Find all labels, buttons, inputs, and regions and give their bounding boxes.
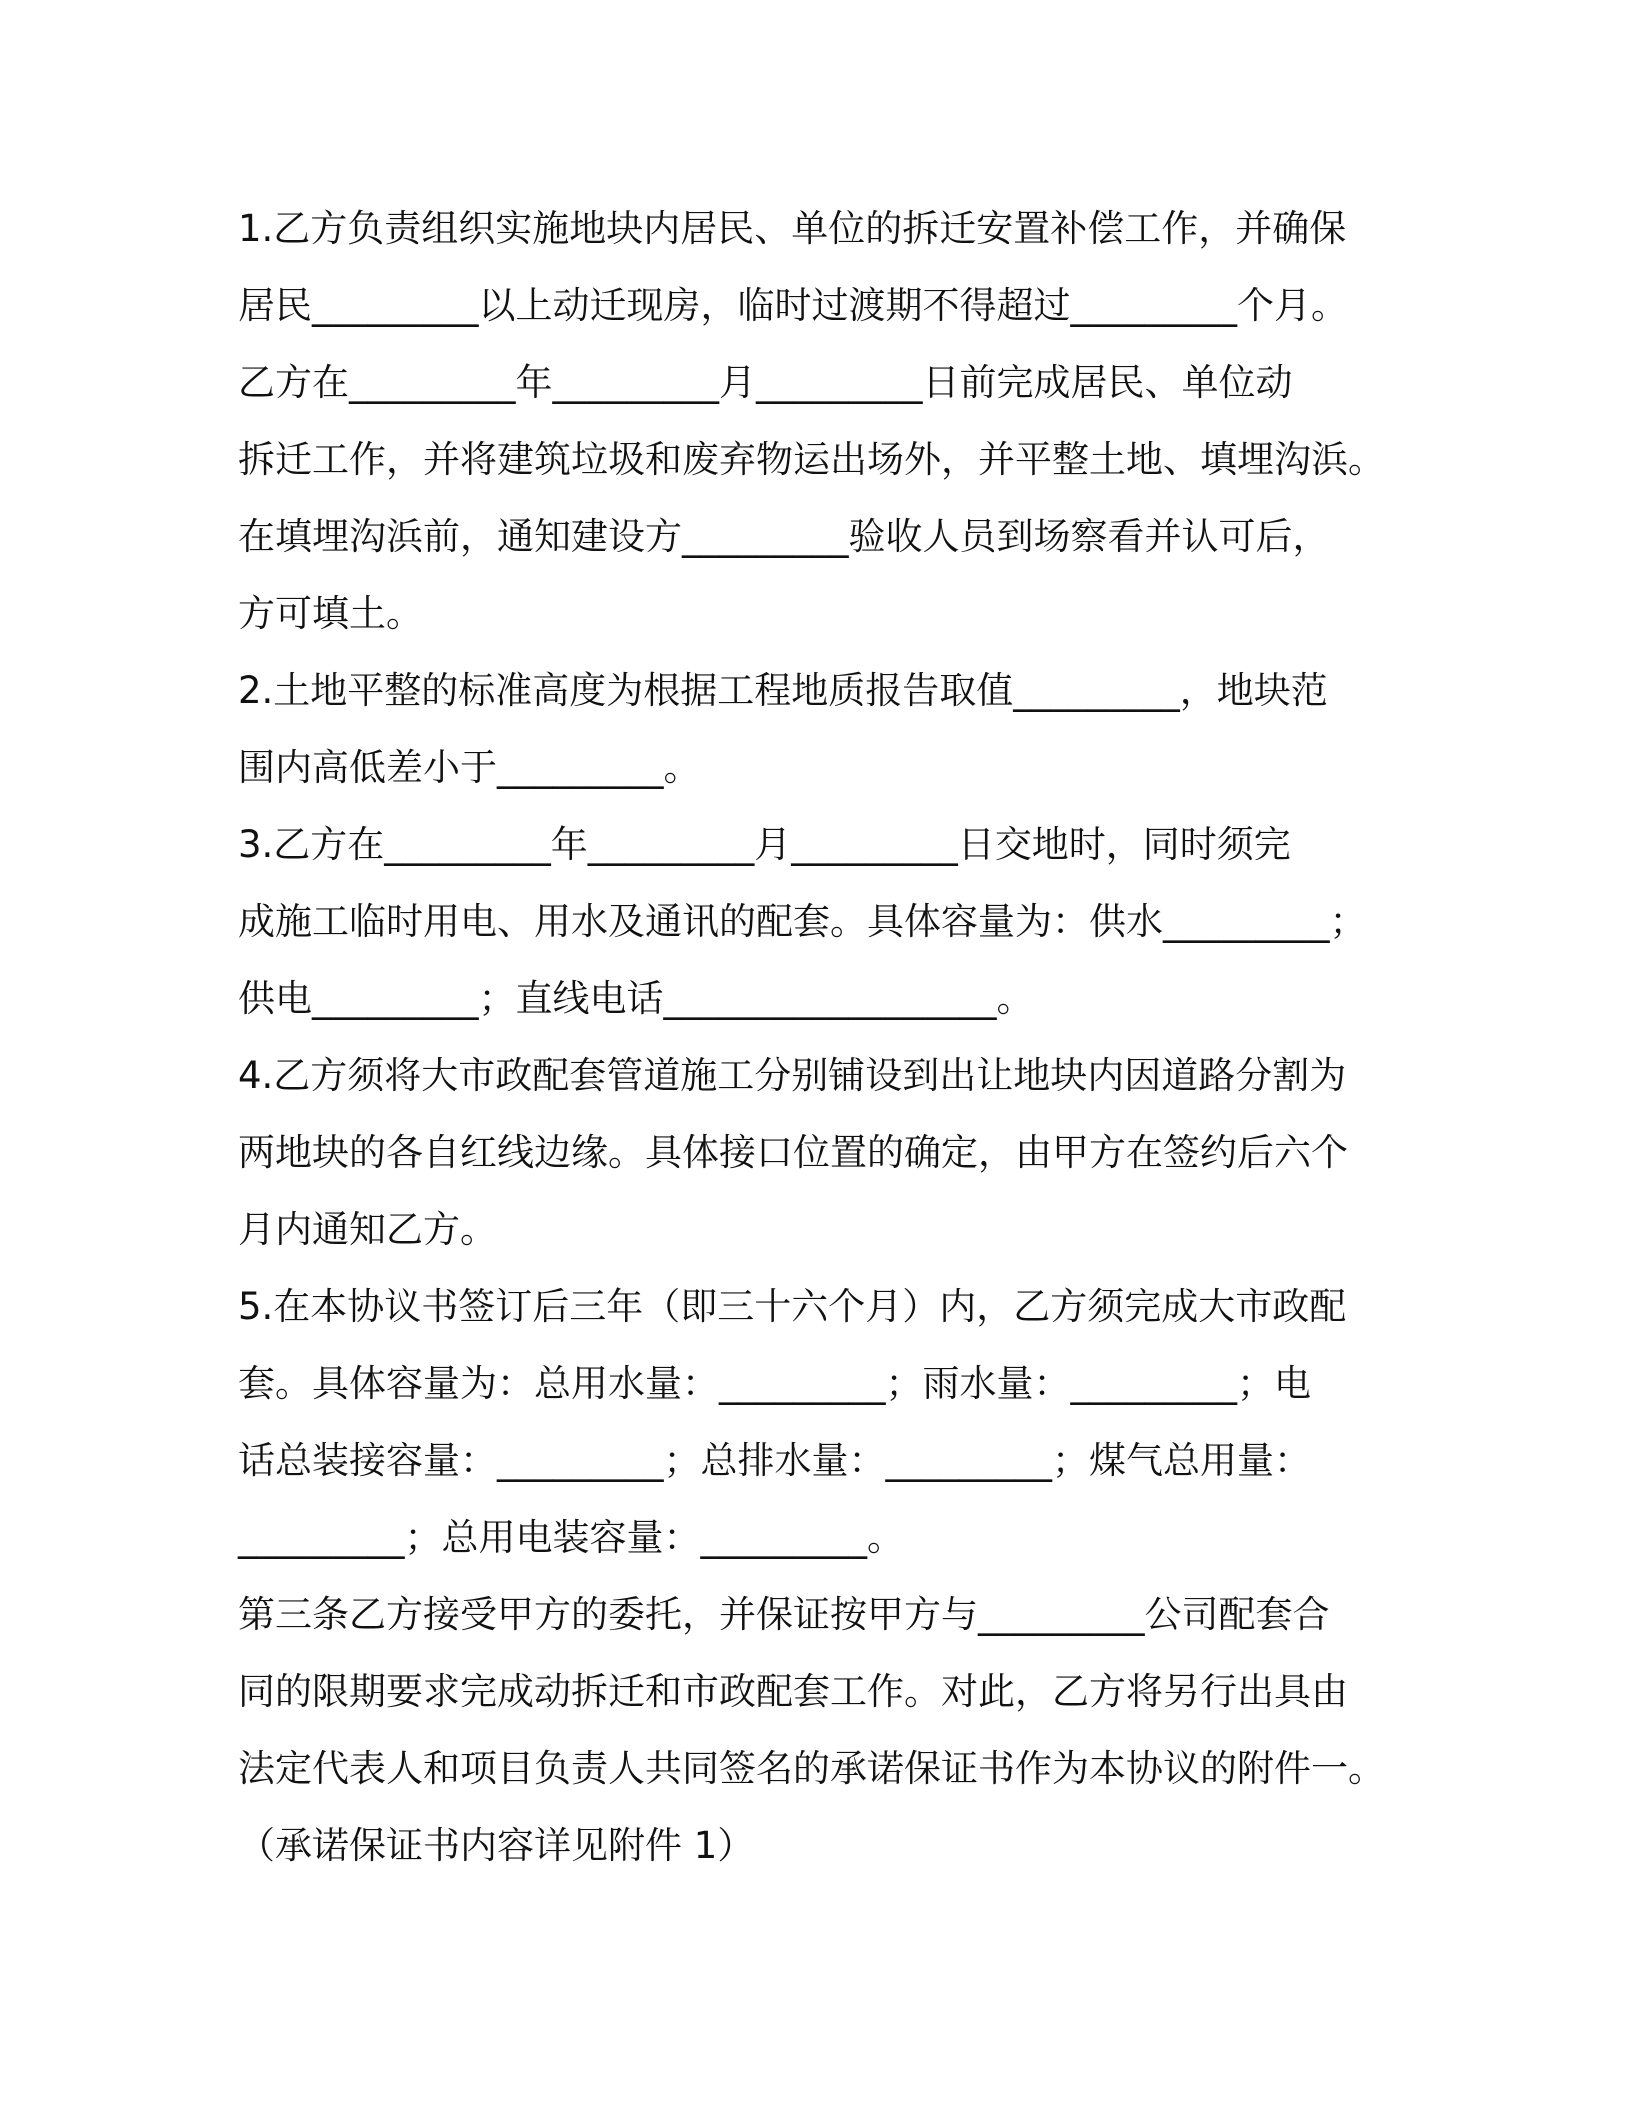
text-line: 供电_________；直线电话__________________。 [238, 977, 1034, 1020]
text-line: 2.土地平整的标准高度为根据工程地质报告取值_________，地块范 [238, 669, 1328, 712]
text-line: 套。具体容量为：总用水量：_________；雨水量：_________；电 [238, 1362, 1311, 1405]
text-line: 5.在本协议书签订后三年（即三十六个月）内，乙方须完成大市政配 [238, 1285, 1347, 1328]
text-line: 成施工临时用电、用水及通讯的配套。具体容量为：供水_________； [238, 900, 1367, 943]
text-line: 月内通知乙方。 [238, 1208, 497, 1251]
text-line: 3.乙方在_________年_________月_________日交地时，同时须完 [238, 823, 1291, 866]
text-line: 居民_________以上动迁现房，临时过渡期不得超过_________个月。 [238, 284, 1348, 327]
text-line: 4.乙方须将大市政配套管道施工分别铺设到出让地块内因道路分割为 [238, 1054, 1347, 1097]
text-line: 围内高低差小于_________。 [238, 746, 701, 789]
text-line: 两地块的各自红线边缘。具体接口位置的确定，由甲方在签约后六个 [238, 1131, 1348, 1174]
text-line: 乙方在_________年_________月_________日前完成居民、单位动 [238, 361, 1293, 404]
text-line: 法定代表人和项目负责人共同签名的承诺保证书作为本协议的附件一。 [238, 1747, 1385, 1790]
text-line: 1.乙方负责组织实施地块内居民、单位的拆迁安置补偿工作，并确保 [238, 207, 1347, 250]
text-line: 在填埋沟浜前，通知建设方_________验收人员到场察看并认可后， [238, 515, 1330, 558]
text-line: 拆迁工作，并将建筑垃圾和废弃物运出场外，并平整土地、填埋沟浜。 [238, 438, 1385, 481]
text-line: 第三条乙方接受甲方的委托，并保证按甲方与_________公司配套合 [238, 1593, 1330, 1636]
text-line: _________；总用电装容量：_________。 [238, 1516, 904, 1559]
document-body [238, 190, 1418, 1884]
text-line: 方可填土。 [238, 592, 423, 635]
text-line: 话总装接容量：_________；总排水量：_________；煤气总用量： [238, 1439, 1311, 1482]
text-line: （承诺保证书内容详见附件 1） [238, 1824, 755, 1867]
text-line: 同的限期要求完成动拆迁和市政配套工作。对此，乙方将另行出具由 [238, 1670, 1348, 1713]
